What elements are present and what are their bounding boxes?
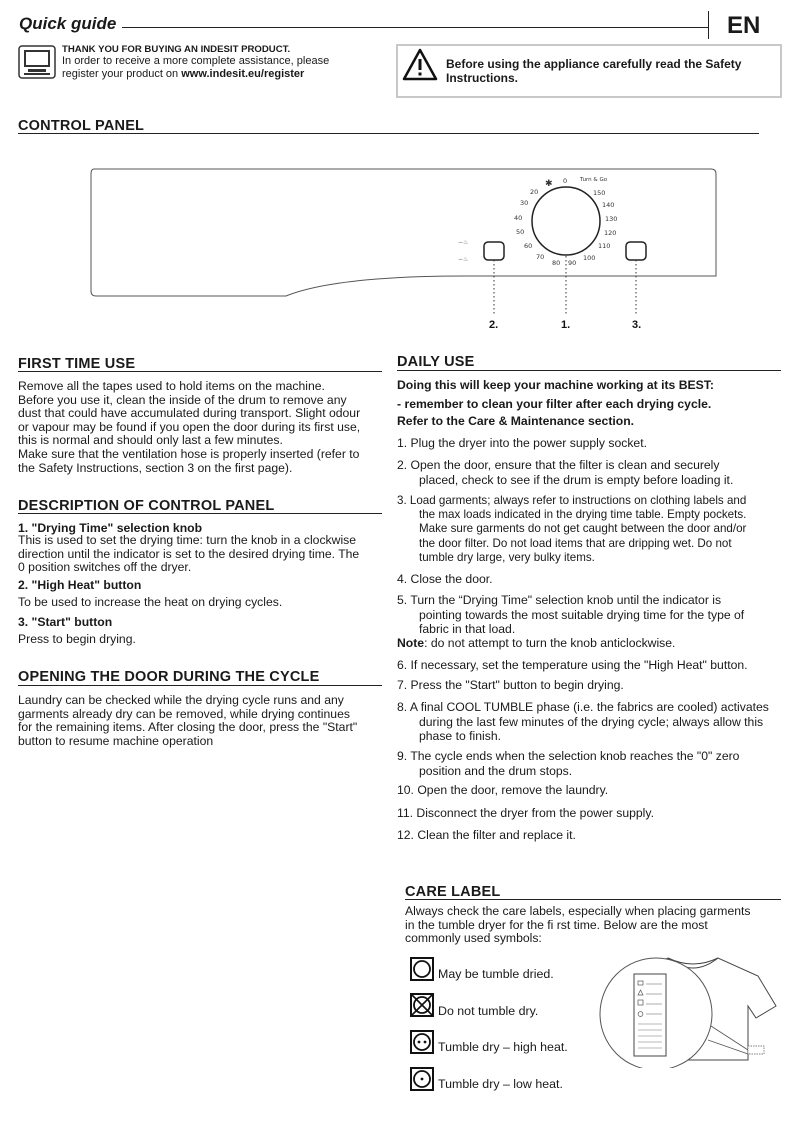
start-button[interactable] [626,242,646,260]
tumble-dry-icon [410,957,434,986]
dial-label-150: 150 [593,189,606,197]
daily-use-intro-3: Refer to the Care & Maintenance section. [397,414,635,428]
step-text: 12. Clean the filter and replace it. [397,828,576,842]
warning-icon [402,48,438,87]
thanks-line-1: In order to receive a more complete assistance, please [62,55,330,67]
step-text: 10. Open the door, remove the laundry. [397,783,609,797]
daily-step-11 [397,806,654,821]
first-time-use-line: the Safety Instructions, section 3 on the first page). [18,460,293,475]
step-text: 6. If necessary, set the temperature using the "High Heat" button. [397,658,748,672]
daily-step-2 [397,458,733,487]
step-text: 2. Open the door, ensure that the filter is clean and securely [397,458,720,472]
language-code: EN [727,12,761,39]
control-panel-rule [18,133,759,134]
first-time-use-line: Before you use it, clean the inside of the drum to remove any [18,392,347,407]
knob-title: 1. "Drying Time" selection knob [18,521,203,535]
heat-symbol-high: −♨ [458,239,469,246]
note-label: Note [397,636,425,650]
first-time-use-line: dust that could have accumulated during transport. Slight odour [18,406,361,421]
daily-step-12 [397,828,576,843]
opening-door-rule [18,685,382,686]
step-text: pointing towards the most suitable drying time for the type of [419,607,745,622]
step-text: 8. A final COOL TUMBLE phase (i.e. the fabrics are cooled) activates [397,700,769,714]
high-heat-description: To be used to increase the heat on drying cycles. [18,595,283,609]
computer-icon [18,45,56,84]
step-text: tumble dry large, very bulky items. [419,550,595,564]
knob-description-line: This is used to set the drying time: turn the knob in a clockwise [18,533,357,547]
dial-star-icon: ✱ [545,178,553,188]
dial-label-0: 0 [563,177,568,185]
dial-label-120: 120 [604,229,617,237]
control-panel-illustration [86,164,722,336]
dial-label-60: 60 [524,242,533,250]
tshirt-care-label-illustration [598,948,788,1068]
daily-step-1 [397,436,647,451]
daily-step-6 [397,658,748,673]
knob-description-line: direction until the indicator is set to the desired drying time. The [18,546,360,561]
daily-step-7 [397,678,624,693]
title-rule [122,27,708,28]
start-title: 3. "Start" button [18,615,113,629]
step-text: 3. Load garments; always refer to instructions on clothing labels and [397,494,747,507]
dial-label-turn-go: Turn & Go [580,177,608,183]
high-heat-button[interactable] [484,242,504,260]
daily-use-intro-1: Doing this will keep your machine working at its BEST: [397,378,714,392]
care-label-heading: CARE LABEL [405,884,501,900]
callout-label-2: 2. [489,319,499,331]
dial-label-110: 110 [598,242,611,250]
dial-label-40: 40 [514,214,523,222]
step-text: position and the drum stops. [419,763,573,778]
step-text: during the last few minutes of the drying cycle; always allow this [419,714,764,729]
daily-step-10 [397,783,608,798]
first-time-use-line: or vapour may be found if you open the door during its first use, [18,419,361,434]
thanks-line-2-prefix: register your product on [62,68,182,80]
dial-label-80: 80 [552,259,561,267]
safety-warning-text: Before using the appliance carefully read the Safety Instructions. [446,57,742,85]
high-heat-title: 2. "High Heat" button [18,578,142,592]
callout-label-3: 3. [632,319,642,331]
tumble-dry-low-heat-icon [410,1067,434,1096]
opening-door-text [18,694,384,748]
knob-description [18,534,384,575]
care-label-line: commonly used symbols: [405,931,542,946]
symbol-label: Tumble dry – high heat. [438,1040,568,1054]
step-text: Make sure garments do not get caught between the door and/or [419,522,747,536]
dial-label-70: 70 [536,253,545,261]
symbol-label: Do not tumble dry. [438,1004,539,1018]
tumble-dry-high-heat-icon [410,1030,434,1059]
daily-step-5 [397,593,744,637]
step-text: placed, check to see if the drum is empty before loading it. [419,472,734,487]
symbol-label: May be tumble dried. [438,967,554,981]
drying-time-knob[interactable] [532,187,600,255]
symbol-label: Tumble dry – low heat. [438,1077,563,1091]
description-heading: DESCRIPTION OF CONTROL PANEL [18,498,275,514]
no-tumble-dry-icon [410,993,434,1022]
first-time-use-line: Remove all the tapes used to hold items on the machine. [18,379,325,393]
step-text: 7. Press the "Start" button to begin drying. [397,678,624,692]
care-label-line: Always check the care labels, especially when placing garments [405,904,751,918]
dial-label-20: 20 [530,188,539,196]
thanks-text [62,55,382,81]
dial-label-100: 100 [583,254,596,262]
start-description: Press to begin drying. [18,632,136,646]
opening-door-line: button to resume machine operation [18,733,214,748]
first-time-use-text [18,380,384,475]
description-rule [18,513,382,514]
opening-door-heading: OPENING THE DOOR DURING THE CYCLE [18,669,320,685]
guide-title: Quick guide [19,14,117,33]
daily-note [397,636,675,651]
title-divider [708,11,709,39]
daily-use-heading: DAILY USE [397,354,475,370]
step-text: the max loads indicated in the drying time table. Empty pockets. [419,508,747,522]
dial-label-130: 130 [605,215,618,223]
step-text: fabric in that load. [419,622,516,636]
daily-use-intro-2: - remember to clean your filter after each drying cycle. [397,397,712,411]
daily-step-4 [397,572,493,587]
register-link[interactable]: www.indesit.eu/register [181,68,305,80]
note-text: : do not attempt to turn the knob anticlockwise. [424,636,676,650]
step-text: 1. Plug the dryer into the power supply socket. [397,436,647,450]
step-text: phase to finish. [419,729,501,743]
dial-label-90: 90 [568,259,577,267]
care-label-text [405,905,775,946]
first-time-use-line: Make sure that the ventilation hose is properly inserted (refer to [18,446,360,461]
opening-door-line: garments already dry can be removed, while drying continues [18,706,350,721]
first-time-use-line: this is normal and should only last a few minutes. [18,433,283,448]
first-time-use-rule [18,371,382,372]
opening-door-line: for the remaining items. After closing the door, press the "Start" [18,720,358,735]
thanks-line-2 [62,68,382,81]
care-label-line: in the tumble dryer for the fi rst time. Below are the most [405,917,708,932]
dial-label-50: 50 [516,228,525,236]
knob-description-line: 0 position switches off the dryer. [18,560,192,575]
opening-door-line: Laundry can be checked while the drying cycle runs and any [18,693,344,707]
daily-step-3 [397,494,746,565]
step-text: the door filter. Do not load items that are dripping wet. Do not [419,536,732,550]
dial-label-140: 140 [602,201,615,209]
step-text: 9. The cycle ends when the selection knob reaches the "0" zero [397,749,740,763]
heat-symbol-low: −♨ [458,256,469,263]
control-panel-heading: CONTROL PANEL [18,118,145,134]
callout-label-1: 1. [561,319,571,331]
daily-step-8 [397,700,769,744]
thanks-title: THANK YOU FOR BUYING AN INDESIT PRODUCT. [62,44,291,55]
step-text: 5. Turn the “Drying Time" selection knob until the indicator is [397,593,722,607]
care-label-rule [405,899,781,900]
step-text: 11. Disconnect the dryer from the power supply. [397,806,654,820]
dial-label-30: 30 [520,199,529,207]
daily-use-rule [397,370,781,371]
step-text: 4. Close the door. [397,572,493,586]
daily-step-9 [397,749,739,778]
first-time-use-heading: FIRST TIME USE [18,356,136,372]
